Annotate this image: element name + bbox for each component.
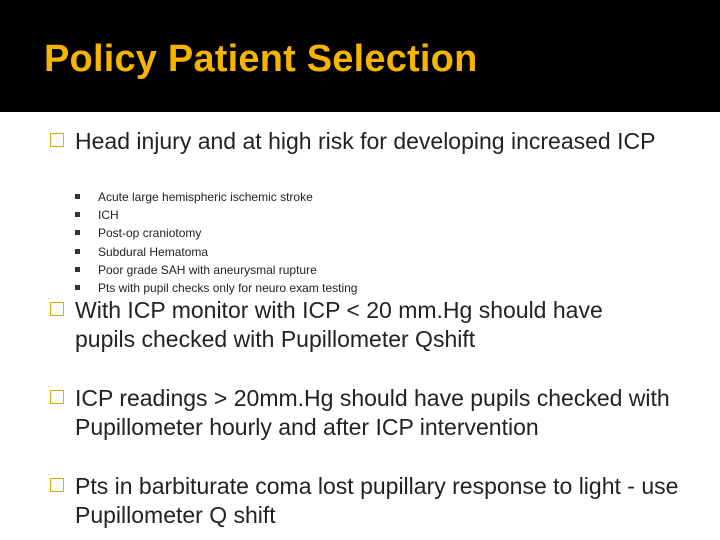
bullet-4	[50, 472, 680, 530]
bullet-text: Pts in barbiturate coma lost pupillary response to light - use Pupillometer Q shift	[75, 473, 679, 528]
square-bullet-icon	[75, 230, 80, 235]
square-bullet-icon	[75, 285, 80, 290]
slide-title: Policy Patient Selection	[44, 38, 478, 80]
square-bullet-icon	[75, 212, 80, 217]
bullet-3	[50, 384, 670, 442]
bullet-box-icon	[50, 302, 64, 316]
bullet-text: ICP readings > 20mm.Hg should have pupils checked with Pupillometer hourly and after ICP intervention	[75, 385, 670, 440]
square-bullet-icon	[75, 267, 80, 272]
bullet-text: With ICP monitor with ICP < 20 mm.Hg should have pupils checked with Pupillometer Qshift	[75, 297, 603, 352]
title-band	[0, 0, 720, 112]
bullet-box-icon	[50, 390, 64, 404]
square-bullet-icon	[75, 194, 80, 199]
slide: Policy Patient Selection Head injury and at high risk for developing increased ICP Acute large hemispheric ischemic stroke ICH Post-op craniotomy Subdural Hematoma Poor grade SAH with aneurysmal rupture Pts with pupil checks only for neuro exam testing With ICP monitor with ICP < 20 mm.Hg should have pupils checked with Pupillometer Qshift ICP readings > 20mm.Hg should have pupils checked with Pupillometer hourly and after ICP intervention Pts in barbiturate coma lost pupillary response to light - use Pupillometer Q shift	[0, 0, 720, 540]
bullet-2	[50, 296, 650, 354]
bullet-1	[50, 127, 670, 156]
bullet-text: Head injury and at high risk for developing increased ICP	[75, 128, 656, 154]
bullet-box-icon	[50, 478, 64, 492]
square-bullet-icon	[75, 249, 80, 254]
bullet-box-icon	[50, 133, 64, 147]
